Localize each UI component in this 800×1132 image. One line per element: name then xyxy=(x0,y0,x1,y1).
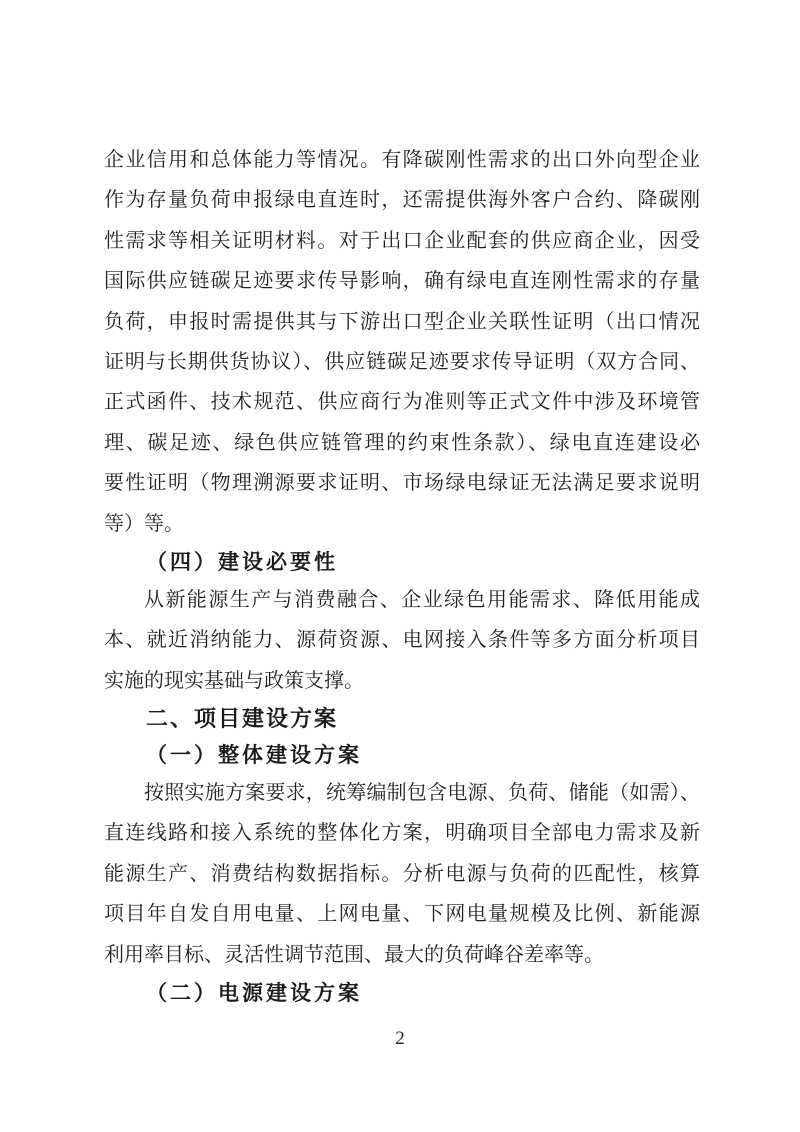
text-line: 作为存量负荷申报绿电直连时，还需提供海外客户合约、降碳刚 xyxy=(104,189,700,212)
page-number: 2 xyxy=(395,1028,405,1049)
body-paragraph xyxy=(104,580,700,701)
document-page xyxy=(104,140,700,1011)
text-line: 企业信用和总体能力等情况。有降碳刚性需求的出口外向型企业 xyxy=(104,149,700,171)
text-line: 能源生产、消费结构数据指标。分析电源与负荷的匹配性，核算 xyxy=(104,862,700,885)
text-line: 从新能源生产与消费融合、企业绿色用能需求、降低用能成 xyxy=(144,588,700,611)
section-heading: （二）电源建设方案 xyxy=(146,981,362,1006)
section-heading: （四）建设必要性 xyxy=(146,549,338,574)
text-line: 正式函件、技术规范、供应商行为准则等正式文件中涉及环境管 xyxy=(104,391,700,414)
section-heading: （一）整体建设方案 xyxy=(146,743,362,768)
text-line: 直连线路和接入系统的整体化方案，明确项目全部电力需求及新 xyxy=(104,822,700,845)
text-line: 国际供应链碳足迹要求传导影响，确有绿电直连刚性需求的存量 xyxy=(104,270,700,293)
body-paragraph xyxy=(104,773,700,975)
text-line: 利用率目标、灵活性调节范围、最大的负荷峰谷差率等。 xyxy=(104,943,604,966)
text-line: 按照实施方案要求，统筹编制包含电源、负荷、储能（如需）、 xyxy=(144,782,700,805)
text-line: 本、就近消纳能力、源荷资源、电网接入条件等多方面分析项目 xyxy=(104,629,700,652)
text-line: 实施的现实基础与政策支撑。 xyxy=(104,669,364,692)
text-line: 要性证明（物理溯源要求证明、市场绿电绿证无法满足要求说明 xyxy=(104,472,700,495)
chapter-heading: 二、项目建设方案 xyxy=(146,706,339,732)
text-line: 证明与长期供货协议）、供应链碳足迹要求传导证明（双方合同、 xyxy=(104,350,700,373)
text-line: 项目年自发自用电量、上网电量、下网电量规模及比例、新能源 xyxy=(104,903,700,926)
text-line: 性需求等相关证明材料。对于出口企业配套的供应商企业，因受 xyxy=(104,229,700,252)
text-line: 等）等。 xyxy=(104,512,184,535)
text-line: 理、碳足迹、绿色供应链管理的约束性条款）、绿电直连建设必 xyxy=(104,431,700,454)
text-line: 负荷，申报时需提供其与下游出口型企业关联性证明（出口情况 xyxy=(104,310,700,333)
body-paragraph xyxy=(104,140,700,544)
